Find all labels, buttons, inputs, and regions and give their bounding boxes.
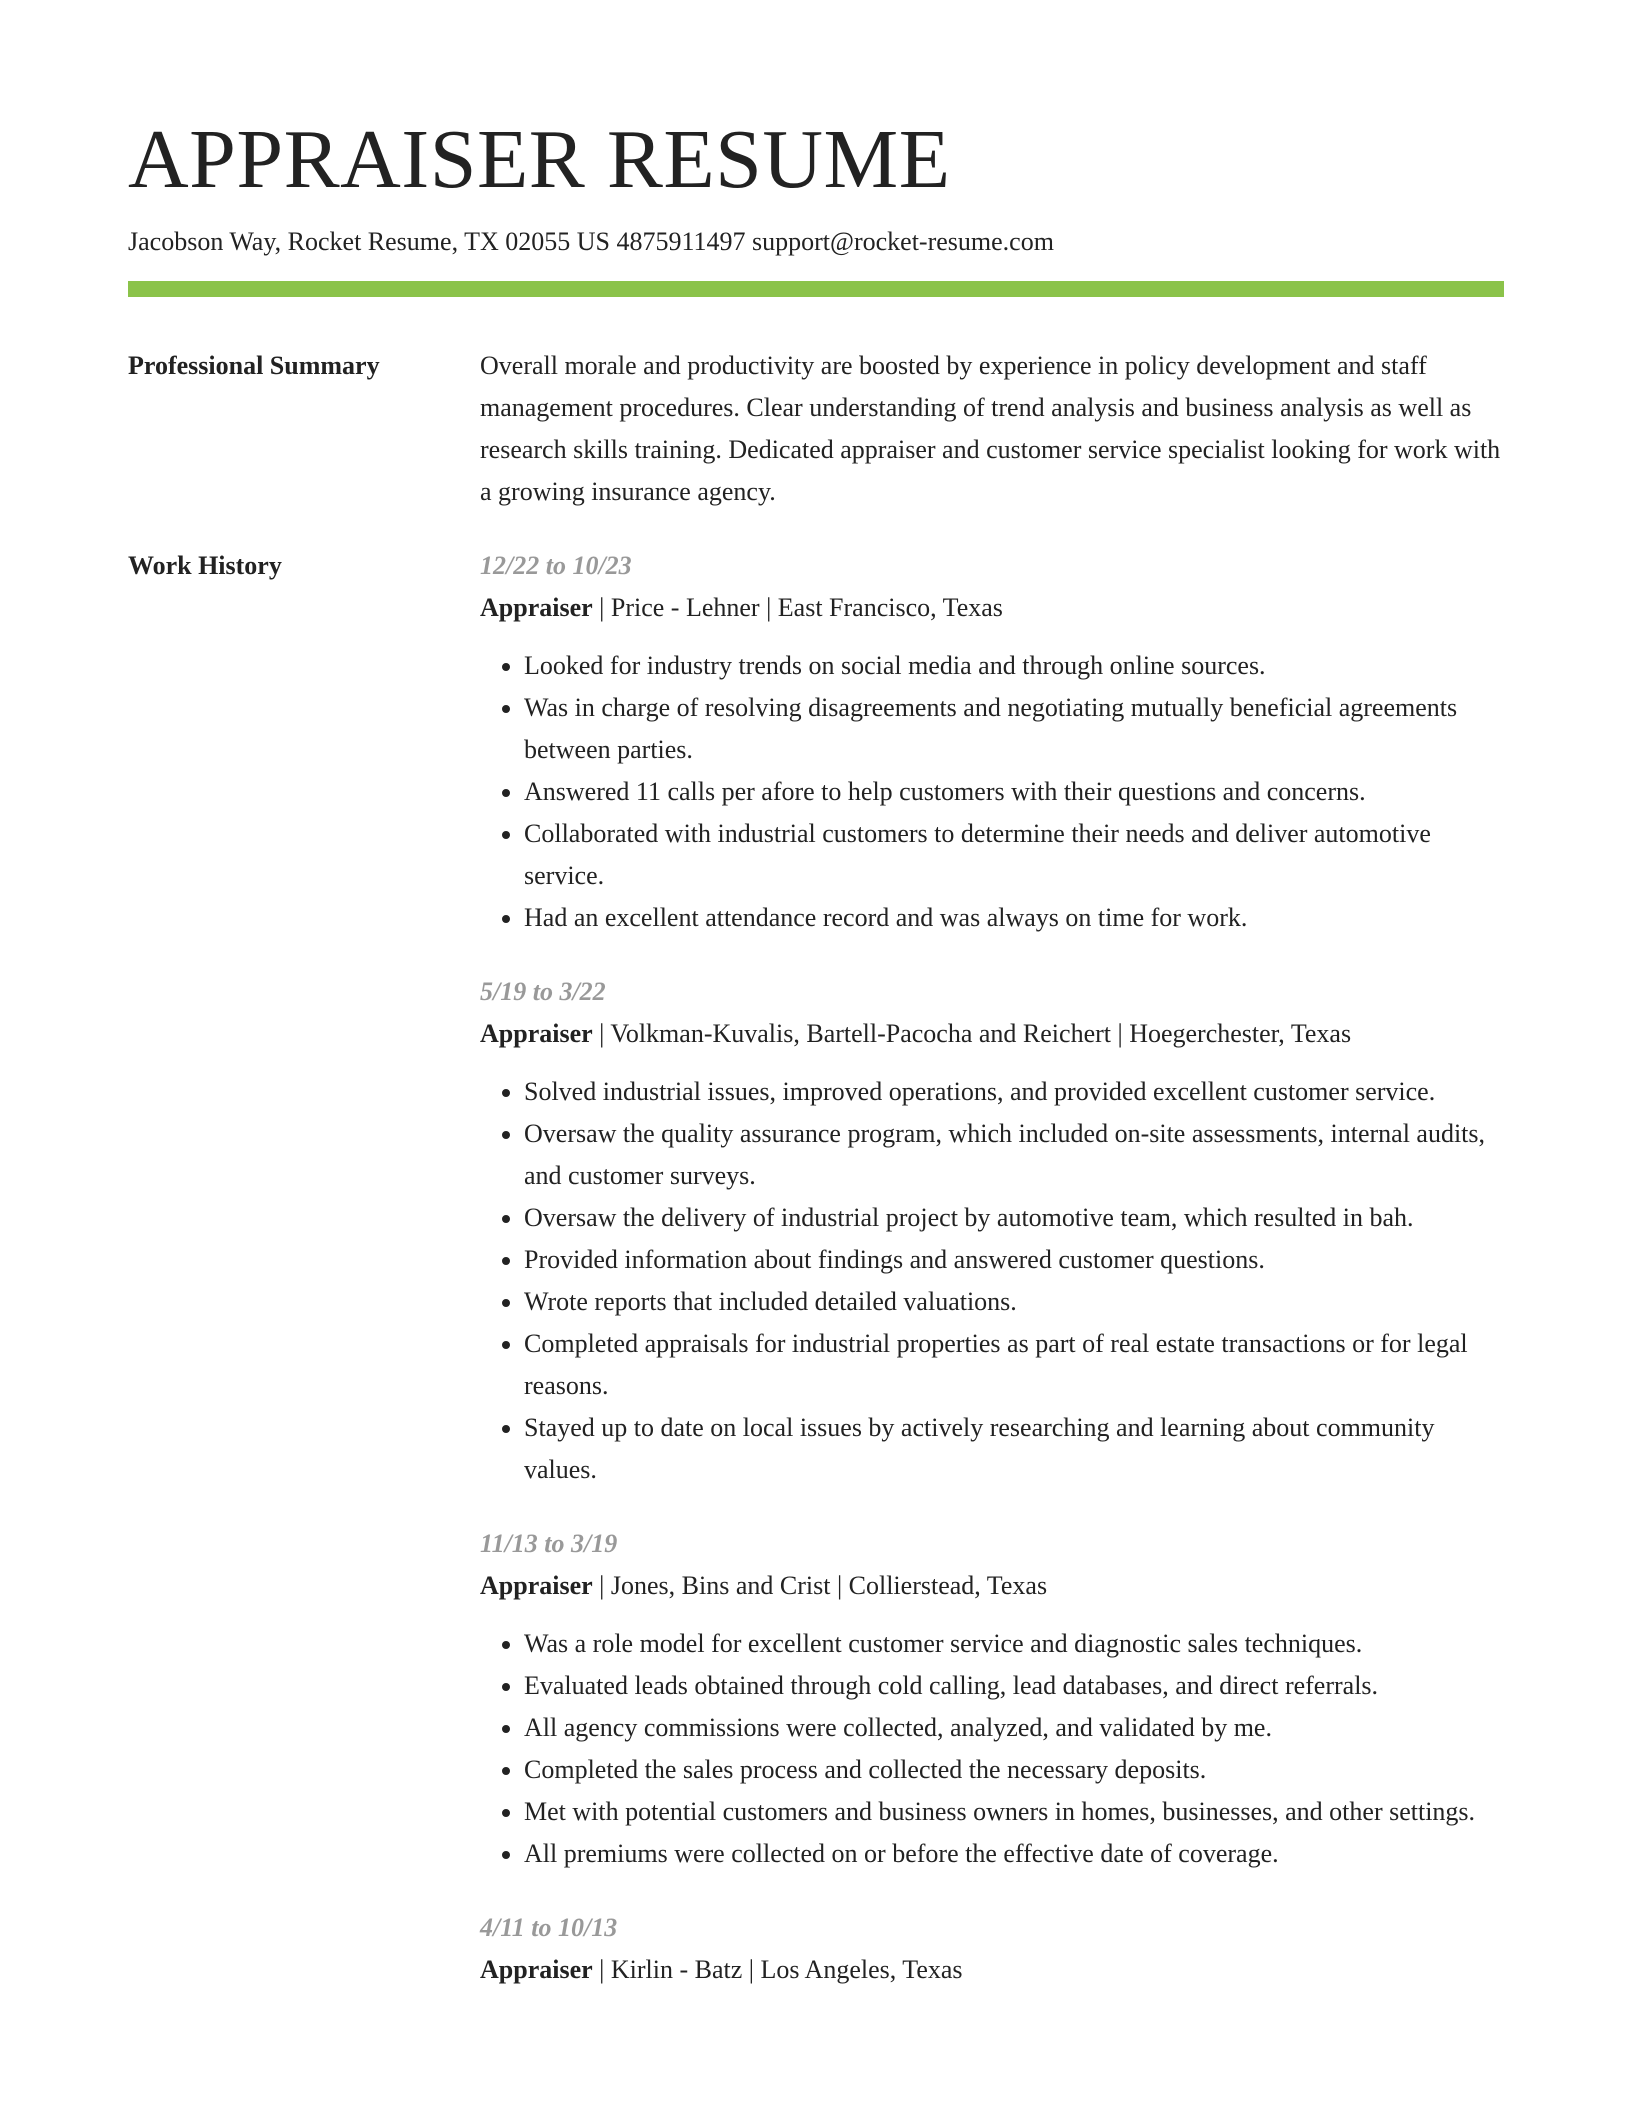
job-bullet-list [480,1623,1504,1875]
section-title-summary: Professional Summary [128,351,380,381]
job-bullet: • Looked for industry trends on social media and through online sources. [524,645,1504,687]
job-bullet: • Completed the sales process and collected the necessary deposits. [524,1749,1504,1791]
job-entry [480,971,1504,1491]
contact-info: Jacobson Way, Rocket Resume, TX 02055 US 4875911497 support@rocket-resume.com [128,227,1054,256]
job-company-location: | Price - Lehner | East Francisco, Texas [592,593,1003,623]
job-dates: 11/13 to 3/19 [480,1529,618,1559]
section-title-work-history: Work History [128,551,282,581]
job-bullet: • Provided information about findings and answered customer questions. [524,1239,1504,1281]
job-bullet-list [480,645,1504,939]
summary-body [480,345,1504,513]
job-dates: 4/11 to 10/13 [480,1913,618,1943]
job-company-location: | Jones, Bins and Crist | Collierstead, Texas [592,1571,1048,1601]
job-title: Appraiser [480,1955,593,1985]
job-entry [480,1523,1504,1875]
job-entry [480,545,1504,939]
job-title-line [480,1949,1504,1991]
job-bullet: • Stayed up to date on local issues by actively researching and learning about community values. [524,1407,1504,1491]
job-title: Appraiser [480,1571,593,1601]
job-dates: 12/22 to 10/23 [480,551,632,581]
job-dates: 5/19 to 3/22 [480,977,606,1007]
job-bullet: • Answered 11 calls per afore to help customers with their questions and concerns. [524,771,1504,813]
job-title-line [480,1013,1504,1055]
summary-text: Overall morale and productivity are boosted by experience in policy development and staff management procedures. Clear understanding of trend analysis and business analysis as well as research skills training. Dedicated appraiser and customer service specialist looking for work with a growing insurance agency. [480,351,1501,507]
job-entry [480,1907,1504,1991]
job-bullet: • Was a role model for excellent customer service and diagnostic sales techniques. [524,1623,1504,1665]
job-bullet: • Oversaw the delivery of industrial project by automotive team, which resulted in bah. [524,1197,1504,1239]
job-bullet: • Solved industrial issues, improved operations, and provided excellent customer service. [524,1071,1504,1113]
job-bullet: • All agency commissions were collected, analyzed, and validated by me. [524,1707,1504,1749]
work-history-body [480,545,1504,2023]
accent-divider [128,281,1504,297]
resume-name: APPRAISER RESUME [128,113,951,206]
job-company-location: | Kirlin - Batz | Los Angeles, Texas [592,1955,963,1985]
job-company-location: | Volkman-Kuvalis, Bartell-Pacocha and Reichert | Hoegerchester, Texas [592,1019,1352,1049]
job-bullet: • Completed appraisals for industrial properties as part of real estate transactions or for legal reasons. [524,1323,1504,1407]
job-bullet: • Collaborated with industrial customers to determine their needs and deliver automotive service. [524,813,1504,897]
job-bullet: • Was in charge of resolving disagreements and negotiating mutually beneficial agreements between parties. [524,687,1504,771]
job-title: Appraiser [480,1019,593,1049]
job-bullet: • Wrote reports that included detailed valuations. [524,1281,1504,1323]
job-bullet: • Met with potential customers and business owners in homes, businesses, and other settings. [524,1791,1504,1833]
job-bullet-list [480,1071,1504,1491]
job-title: Appraiser [480,593,593,623]
job-bullet: • Evaluated leads obtained through cold calling, lead databases, and direct referrals. [524,1665,1504,1707]
job-bullet: • All premiums were collected on or before the effective date of coverage. [524,1833,1504,1875]
work-history-section [128,545,1504,2023]
job-bullet: • Oversaw the quality assurance program, which included on-site assessments, internal audits, and customer surveys. [524,1113,1504,1197]
professional-summary-section [128,345,1504,513]
job-title-line [480,1565,1504,1607]
job-title-line [480,587,1504,629]
job-bullet: • Had an excellent attendance record and was always on time for work. [524,897,1504,939]
